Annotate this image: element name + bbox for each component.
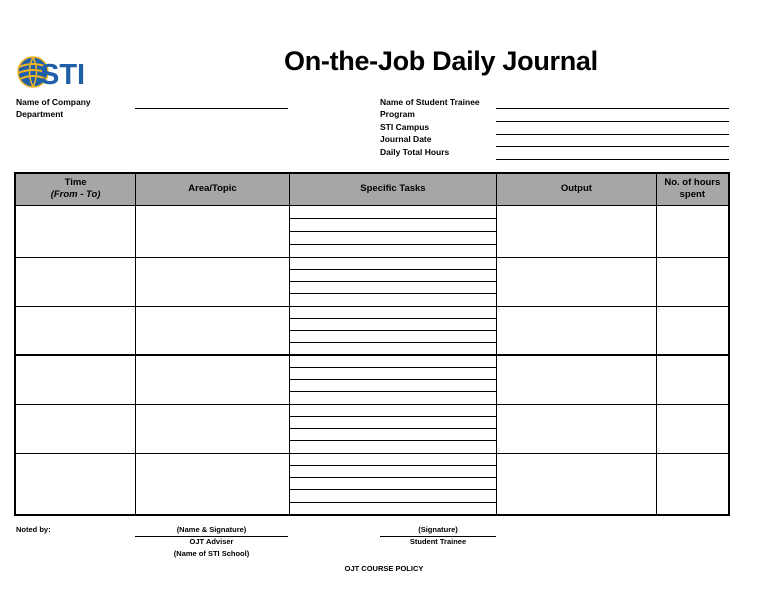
trainee-role: Student Trainee: [409, 537, 467, 546]
table-row: [15, 257, 729, 306]
col-header-hours: No. of hours spent: [656, 173, 729, 205]
col-header-tasks: Specific Tasks: [289, 173, 496, 205]
hours-cell[interactable]: [656, 306, 729, 355]
output-cell[interactable]: [497, 404, 657, 453]
area-cell[interactable]: [136, 205, 290, 257]
output-cell[interactable]: [497, 306, 657, 355]
trainee-field-line[interactable]: [496, 108, 729, 109]
adviser-role: OJT Adviser: [189, 537, 234, 546]
time-cell[interactable]: [15, 453, 136, 515]
hours-field-line[interactable]: [496, 159, 729, 160]
area-cell[interactable]: [136, 453, 290, 515]
table-row: [15, 355, 729, 404]
table-row: [15, 453, 729, 515]
area-cell[interactable]: [136, 257, 290, 306]
tasks-cell[interactable]: [289, 257, 496, 306]
time-cell[interactable]: [15, 306, 136, 355]
journal-table: [14, 172, 730, 516]
label-student-trainee: Name of Student Trainee: [380, 97, 480, 107]
hours-cell[interactable]: [656, 355, 729, 404]
time-cell[interactable]: [15, 257, 136, 306]
globe-logo-icon: [16, 54, 96, 90]
adviser-signature-caption: (Name & Signature): [176, 525, 247, 534]
hours-cell[interactable]: [656, 453, 729, 515]
svg-text:STI: STI: [40, 59, 86, 90]
label-total-hours: Daily Total Hours: [380, 147, 450, 157]
trainee-signature-caption: (Signature): [418, 525, 458, 534]
tasks-cell[interactable]: [289, 453, 496, 515]
output-cell[interactable]: [497, 257, 657, 306]
label-journal-date: Journal Date: [380, 134, 432, 144]
time-cell[interactable]: [15, 404, 136, 453]
time-cell[interactable]: [15, 205, 136, 257]
adviser-school: (Name of STI School): [173, 549, 250, 558]
tasks-cell[interactable]: [289, 205, 496, 257]
area-cell[interactable]: [136, 404, 290, 453]
hours-cell[interactable]: [656, 404, 729, 453]
company-field-line[interactable]: [135, 108, 288, 109]
tasks-cell[interactable]: [289, 404, 496, 453]
area-cell[interactable]: [136, 355, 290, 404]
output-cell[interactable]: [497, 205, 657, 257]
col-header-time: Time (From - To): [15, 173, 136, 205]
label-campus: STI Campus: [380, 122, 430, 132]
tasks-cell[interactable]: [289, 355, 496, 404]
table-row: [15, 404, 729, 453]
date-field-line[interactable]: [496, 146, 729, 147]
time-cell[interactable]: [15, 355, 136, 404]
tasks-cell[interactable]: [289, 306, 496, 355]
output-cell[interactable]: [497, 355, 657, 404]
table-row: [15, 306, 729, 355]
sti-logo: [16, 54, 96, 90]
area-cell[interactable]: [136, 306, 290, 355]
program-field-line[interactable]: [496, 121, 729, 122]
label-company: Name of Company: [16, 97, 91, 107]
output-cell[interactable]: [497, 453, 657, 515]
table-header-row: [15, 173, 729, 205]
label-program: Program: [380, 109, 415, 119]
campus-field-line[interactable]: [496, 134, 729, 135]
hours-cell[interactable]: [656, 257, 729, 306]
hours-cell[interactable]: [656, 205, 729, 257]
label-department: Department: [16, 109, 64, 119]
col-header-output: Output: [497, 173, 657, 205]
course-policy: OJT COURSE POLICY: [344, 564, 424, 573]
col-header-area: Area/Topic: [136, 173, 290, 205]
noted-by-label: Noted by:: [16, 525, 51, 534]
page-title: On-the-Job Daily Journal: [284, 46, 598, 76]
table-row: [15, 205, 729, 257]
